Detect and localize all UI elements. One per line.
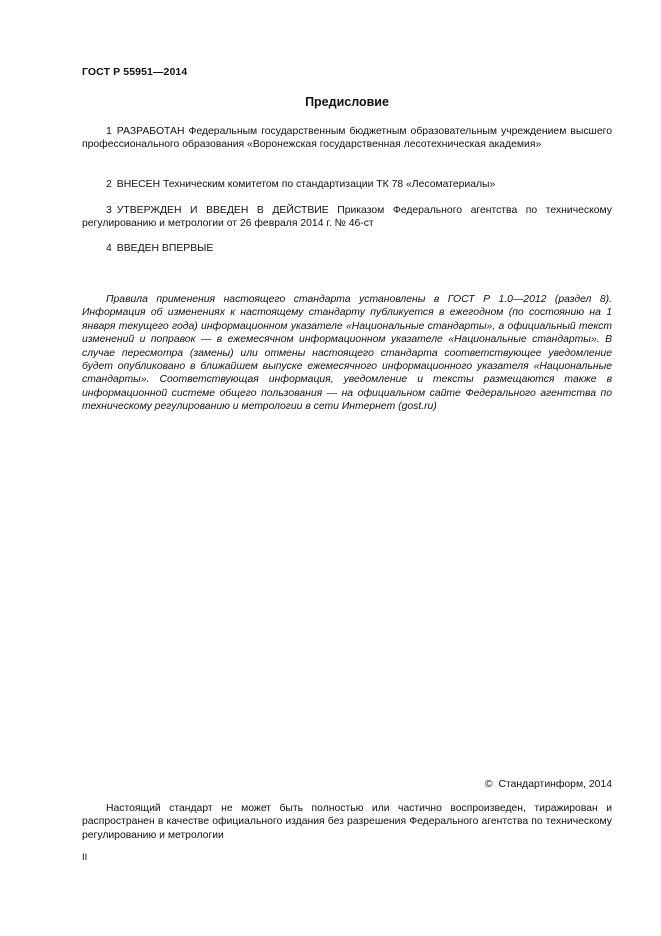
item-text: РАЗРАБОТАН Федеральным государственным бюджетным образовательным учреждением высшего профессионального образования «Воронежская государственная лесотехническая академия» bbox=[82, 126, 612, 151]
item-number: 4 bbox=[106, 243, 112, 254]
item-text: УТВЕРЖДЕН И ВВЕДЕН В ДЕЙСТВИЕ Приказом Федерального агентства по техническому регулированию и метрологии от 26 февраля 2014 г. № 46-ст bbox=[82, 205, 612, 230]
item-text: ВНЕСЕН Техническим комитетом по стандартизации ТК 78 «Лесоматериалы» bbox=[116, 179, 496, 190]
foreword-item-3 bbox=[82, 204, 612, 231]
foreword-item-1 bbox=[82, 125, 612, 152]
copyright-text: Стандартинформ, 2014 bbox=[498, 779, 612, 790]
rules-note: Правила применения настоящего стандарта установлены в ГОСТ Р 1.0—2012 (раздел 8). Информация об изменениях к настоящему стандарту публикуется в ежегодном (по состоянию на 1 января текущего года) информационном указателе «Национальные стандарты», а официальный текст изменений и поправок — в ежемесячном информационном указателе «Национальные стандарты». В случае пересмотра (замены) или отмены настоящего стандарта соответствующее уведомление будет опубликовано в ближайшем выпуске ежемесячного информационного указателя «Национальные стандарты». Соответствующая информация, уведомление и тексты размещаются также в информационной системе общего пользования — на официальном сайте Федерального агентства по техническому регулированию и метрологии в сети Интернет (gost.ru) bbox=[82, 294, 612, 413]
copyright-symbol: © bbox=[484, 779, 493, 790]
item-number: 1 bbox=[106, 126, 112, 137]
item-text: ВВЕДЕН ВПЕРВЫЕ bbox=[116, 243, 214, 254]
copyright-line bbox=[485, 779, 612, 790]
foreword-item-4 bbox=[82, 242, 612, 255]
page-number: II bbox=[82, 852, 88, 863]
item-number: 3 bbox=[106, 205, 112, 216]
foreword-item-2 bbox=[82, 178, 612, 191]
page-title: Предисловие bbox=[305, 95, 389, 109]
item-number: 2 bbox=[106, 179, 112, 190]
standard-code: ГОСТ Р 55951—2014 bbox=[82, 66, 188, 78]
reproduction-notice: Настоящий стандарт не может быть полностью или частично воспроизведен, тиражирован и распространен в качестве официального издания без разрешения Федерального агентства по техническому регулированию и метрологии bbox=[82, 803, 612, 841]
